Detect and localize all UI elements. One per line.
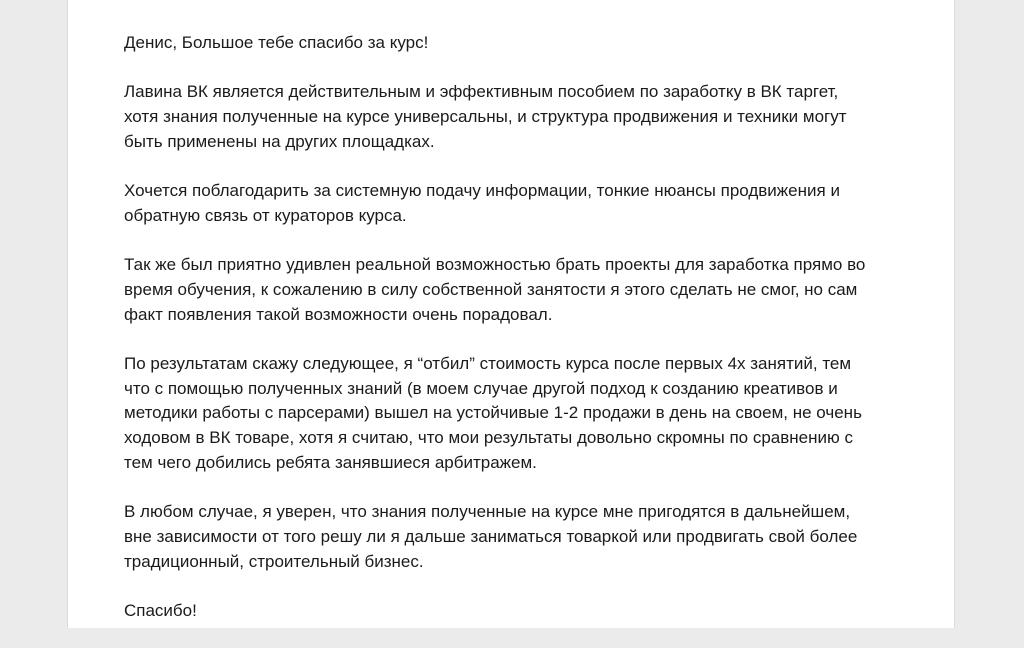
text-line: быть применены на других площадках. <box>124 131 435 151</box>
text-line: Хочется поблагодарить за системную подачу информации, тонкие нюансы продвижения и <box>124 181 840 201</box>
text-line: факт появления такой возможности очень порадовал. <box>124 304 553 324</box>
text-line: что с помощью полученных знаний (в моем случае другой подход к созданию креативов и <box>124 378 838 398</box>
course-description-paragraph <box>124 80 924 154</box>
text-line: Денис, Большое тебе спасибо за курс! <box>124 33 429 52</box>
text-line: По результатам скажу следующее, я “отбил” стоимость курса после первых 4х занятий, тем <box>124 354 852 374</box>
projects-paragraph <box>124 253 924 327</box>
text-line: время обучения, к сожалению в силу собственной занятости я этого сделать не смог, но сам <box>124 279 858 299</box>
text-line: вне зависимости от того решу ли я дальше заниматься товаркой или продвигать свой более <box>124 526 858 546</box>
text-line: тем чего добились ребята занявшиеся арбитражем. <box>124 452 537 472</box>
text-line: методики работы с парсерами) вышел на устойчивые 1-2 продажи в день на своем, не очень <box>124 403 862 423</box>
closing-paragraph <box>124 599 924 624</box>
text-line: ходовом в ВК товаре, хотя я считаю, что мои результаты довольно скромны по сравнению с <box>124 428 853 448</box>
text-line: хотя знания полученные на курсе универсальны, и структура продвижения и техники могут <box>124 107 847 127</box>
text-line: Так же был приятно удивлен реальной возможностью брать проекты для заработка прямо во <box>124 255 866 275</box>
conclusion-paragraph <box>124 500 924 574</box>
gratitude-paragraph <box>124 179 924 228</box>
greeting-paragraph <box>124 31 924 56</box>
document-page <box>67 0 955 628</box>
letter-body <box>124 31 924 648</box>
text-line: Спасибо! <box>124 601 197 621</box>
results-paragraph <box>124 352 924 476</box>
text-line: В любом случае, я уверен, что знания полученные на курсе мне пригодятся в дальнейшем, <box>124 502 851 522</box>
text-line: традиционный, строительный бизнес. <box>124 551 424 571</box>
text-line: обратную связь от кураторов курса. <box>124 205 407 225</box>
text-line: Лавина ВК является действительным и эффективным пособием по заработку в ВК таргет, <box>124 82 839 102</box>
